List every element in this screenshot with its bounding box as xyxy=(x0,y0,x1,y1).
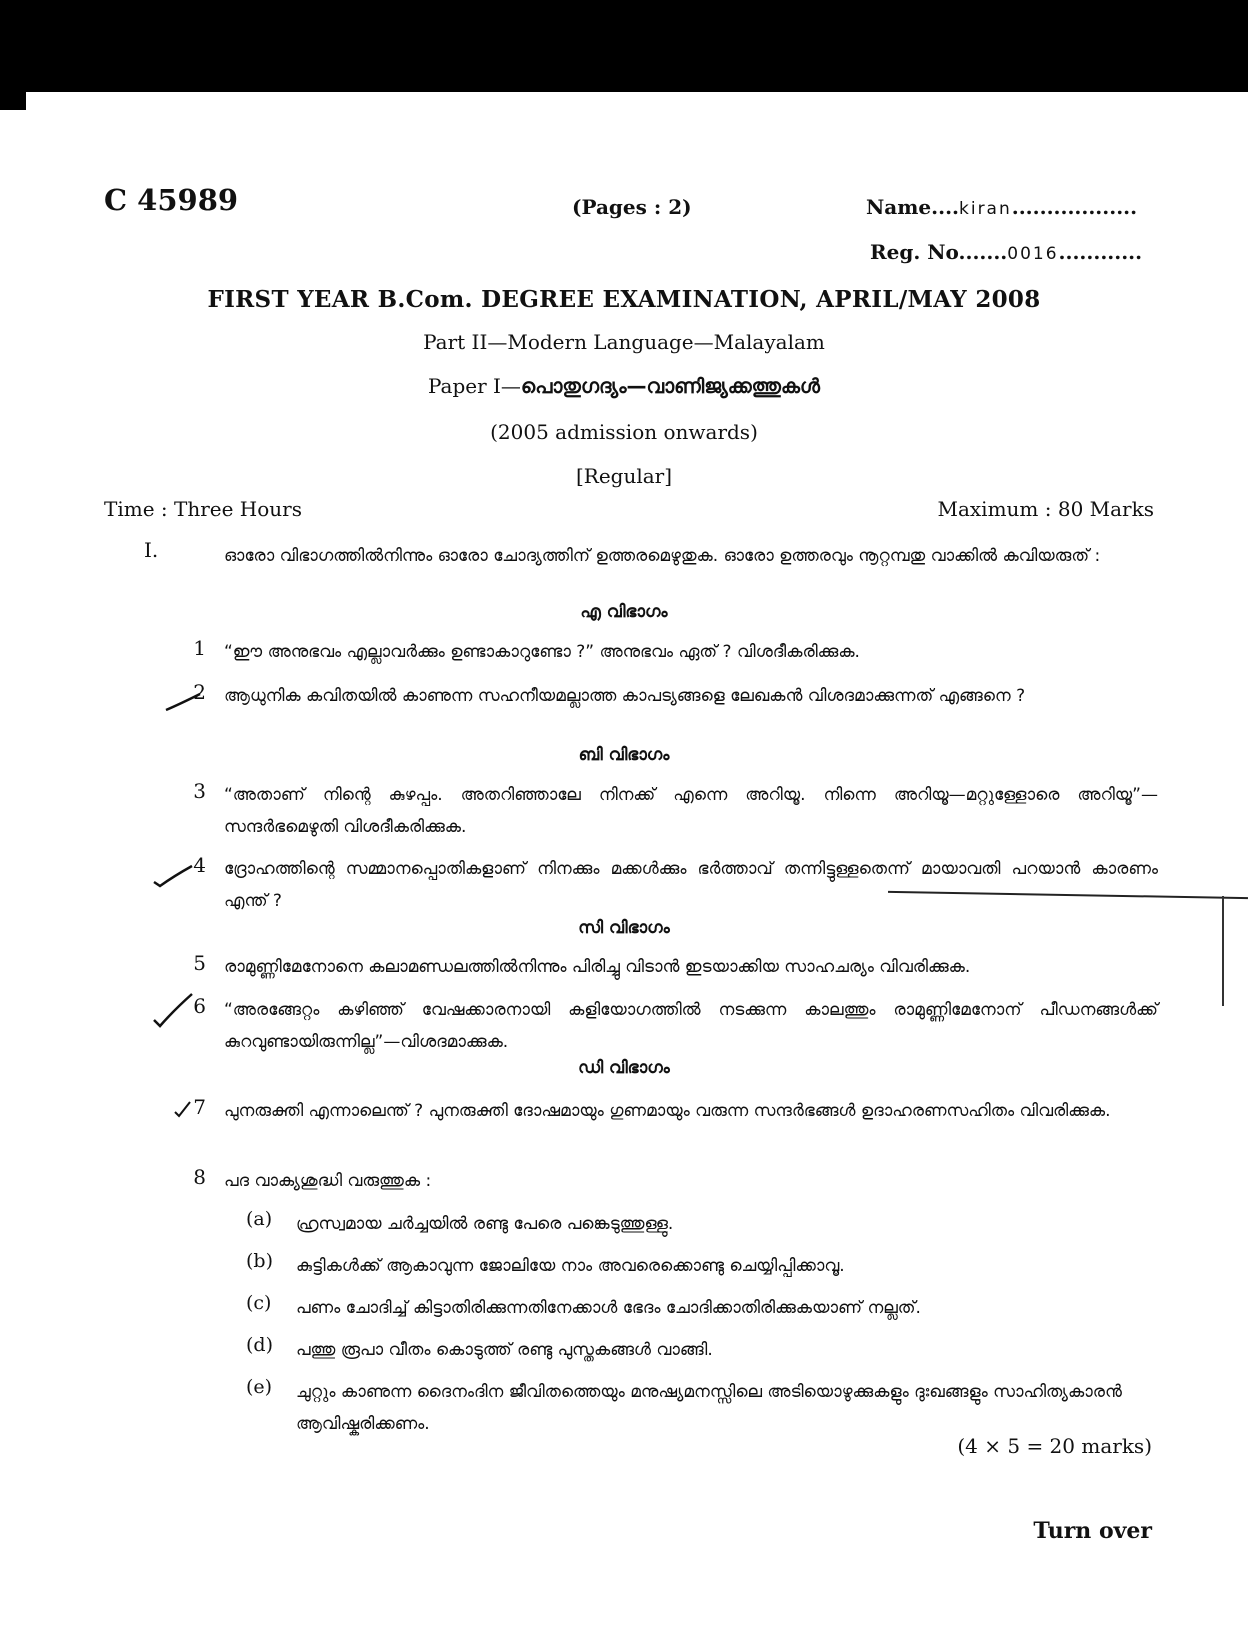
reg-no-handwritten: 0016 xyxy=(1007,244,1059,264)
question-number: 8 xyxy=(193,1165,206,1189)
sub-item-text: പത്തു രൂപാ വീതം കൊടുത്ത് രണ്ടു പുസ്തകങ്ങൾ വാങ്ങി. xyxy=(296,1340,713,1360)
question-text: “ഈ അനുഭവം എല്ലാവർക്കും ഉണ്ടാകാറുണ്ടോ ?” അനുഭവം ഏത് ? വിശദീകരിക്കുക. xyxy=(224,642,860,662)
question-number: 1 xyxy=(193,636,206,660)
tick-mark-icon xyxy=(152,862,196,888)
admission-note: (2005 admission onwards) xyxy=(490,420,758,444)
sub-item-text: പണം ചോദിച്ച് കിട്ടാതിരിക്കുന്നതിനേക്കാൾ ഭേദം ചോദിക്കാതിരിക്കുകയാണ് നല്ലത്. xyxy=(296,1298,921,1318)
question-text: ദ്രോഹത്തിന്റെ സമ്മാനപ്പൊതികളാണ് നിനക്കും മക്കൾക്കും ഭർത്താവ് തന്നിട്ടുള്ളതെന്ന് മായാവതി പറയാൻ കാരണം എന്ത് ? xyxy=(224,859,1158,911)
question-number: 3 xyxy=(193,779,206,803)
question-number: 6 xyxy=(193,994,206,1018)
question-text: “അരങ്ങേറ്റം കഴിഞ്ഞ് വേഷക്കാരനായി കളിയോഗത്തിൽ നടക്കുന്ന കാലത്തും രാമുണ്ണിമേനോന് പീഡനങ്ങൾക്ക് കുറവുണ്ടായിരുന്നില്ല”—വിശദമാക്കുക. xyxy=(224,1000,1158,1052)
section-title-c: സി വിഭാഗം xyxy=(578,918,670,938)
turn-over: Turn over xyxy=(1033,1518,1152,1544)
question-text: പദ വാക്യശുദ്ധി വരുത്തുക : xyxy=(224,1171,432,1191)
question-number: 2 xyxy=(193,680,206,704)
section-title-d: ഡി വിഭാഗം xyxy=(578,1058,670,1078)
tick-mark-icon xyxy=(152,990,196,1030)
section-instruction: ഓരോ വിഭാഗത്തിൽനിന്നും ഓരോ ചോദ്യത്തിന് ഉത്തരമെഴുതുക. ഓരോ ഉത്തരവും നൂറ്റമ്പതു വാക്കിൽ കവിയരുത് : xyxy=(224,546,1101,566)
sub-item-text: ചുറ്റും കാണുന്ന ദൈനംദിന ജീവിതത്തെയും മനുഷ്യമനസ്സിലെ അടിയൊഴുക്കുകളും ദുഃഖങ്ങളും സാഹിത്യകാരൻ ആവിഷ്കരിക്കണം. xyxy=(296,1382,1122,1434)
question-number: 5 xyxy=(193,951,206,975)
tick-mark-icon xyxy=(164,690,204,714)
question-text: പുനരുക്തി എന്നാലെന്ത് ? പുനരുക്തി ദോഷമായും ഗുണമായും വരുന്ന സന്ദർഭങ്ങൾ ഉദാഹരണസഹിതം വിവരിക്കുക. xyxy=(224,1101,1111,1121)
section-title-a: എ വിഭാഗം xyxy=(580,602,668,622)
paper-title: പൊതുഗദ്യം—വാണിജ്യക്കത്തുകൾ xyxy=(520,374,821,398)
sub-item-label: (c) xyxy=(246,1292,272,1314)
section-title-b: ബി വിഭാഗം xyxy=(578,745,670,765)
question-number: 7 xyxy=(193,1095,206,1119)
max-marks: Maximum : 80 Marks xyxy=(937,497,1154,521)
name-handwritten: kiran xyxy=(959,199,1012,219)
name-label: Name xyxy=(866,195,932,219)
marks-summary: (4 × 5 = 20 marks) xyxy=(957,1434,1152,1458)
reg-no-label: Reg. No xyxy=(870,240,959,264)
paper-prefix: Paper I— xyxy=(427,374,521,398)
name-field: Name....kiran.................. xyxy=(866,195,1138,219)
section-numeral: I. xyxy=(144,538,159,562)
question-text: രാമുണ്ണിമേനോനെ കലാമണ്ഡലത്തിൽനിന്നും പിരിച്ചു വിടാൻ ഇടയാക്കിയ സാഹചര്യം വിവരിക്കുക. xyxy=(224,957,971,977)
exam-title: FIRST YEAR B.Com. DEGREE EXAMINATION, APRIL/MAY 2008 xyxy=(207,286,1041,313)
sub-item-label: (a) xyxy=(246,1208,273,1230)
reg-no-field: Reg. No.......0016............ xyxy=(870,240,1143,264)
exam-duration: Time : Three Hours xyxy=(104,497,302,521)
regular-note: [Regular] xyxy=(575,464,673,488)
paper-code: C 45989 xyxy=(104,183,239,217)
exam-part: Part II—Modern Language—Malayalam xyxy=(423,330,825,354)
sub-item-label: (d) xyxy=(246,1334,273,1356)
sub-item-label: (e) xyxy=(246,1376,273,1398)
scan-edge xyxy=(1222,896,1224,1006)
page-count: (Pages : 2) xyxy=(572,195,692,219)
question-text: ആധുനിക കവിതയിൽ കാണുന്ന സഹനീയമല്ലാത്ത കാപട്യങ്ങളെ ലേഖകൻ വിശദമാക്കുന്നത് എങ്ങനെ ? xyxy=(224,686,1026,706)
paper-line xyxy=(0,374,1248,398)
question-number: 4 xyxy=(193,853,206,877)
sub-item-text: ഹ്രസ്വമായ ചർച്ചയിൽ രണ്ടു പേരെ പങ്കെടുത്തുള്ളു. xyxy=(296,1214,674,1234)
sub-item-text: കുട്ടികൾക്ക് ആകാവുന്ന ജോലിയേ നാം അവരെക്കൊണ്ടു ചെയ്യിപ്പിക്കാവൂ. xyxy=(296,1256,845,1276)
tick-mark-icon xyxy=(172,1098,194,1120)
question-text: “അതാണ് നിന്റെ കുഴപ്പം. അതറിഞ്ഞാലേ നിനക്ക് എന്നെ അറിയൂ. നിന്നെ അറിയൂ—മറ്റുള്ളോരെ അറിയൂ”—സന്ദർഭമെഴുതി വിശദീകരിക്കുക. xyxy=(224,785,1158,837)
sub-item-label: (b) xyxy=(246,1250,273,1272)
